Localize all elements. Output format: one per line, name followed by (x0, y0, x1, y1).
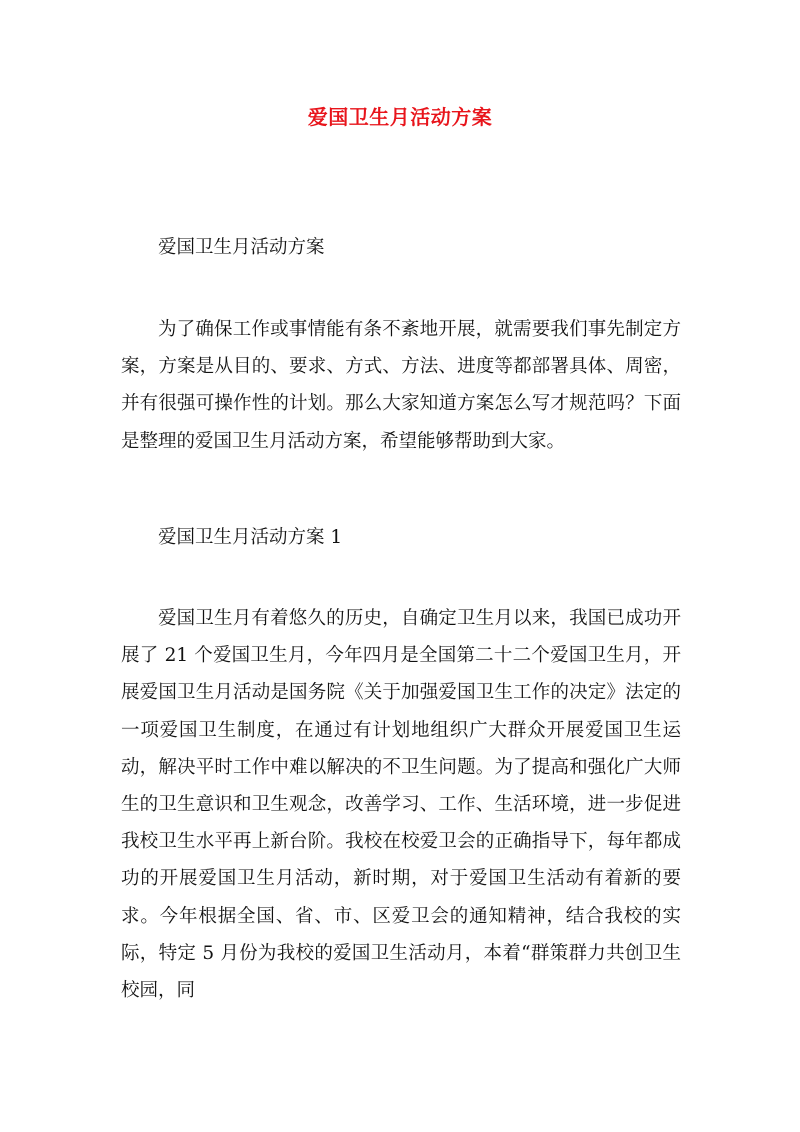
section-1-paragraph: 爱国卫生月有着悠久的历史，自确定卫生月以来，我国已成功开展了 21 个爱国卫生月，今年四月是全国第二十二个爱国卫生月，开展爱国卫生月活动是国务院《关于加强爱国卫生工作的决定》法定的一项爱国卫生制度，在通过有计划地组织广大群众开展爱国卫生运动，解决平时工作中难以解决的不卫生问题。为了提高和强化广大师生的卫生意识和卫生观念，改善学习、工作、生活环境，进一步促进我校卫生水平再上新台阶。我校在校爱卫会的正确指导下，每年都成功的开展爱国卫生月活动，新时期，对于爱国卫生活动有着新的要求。今年根据全国、省、市、区爱卫会的通知精神，结合我校的实际，特定 5 月份为我校的爱国卫生活动月，本着“群策群力共创卫生校园，同 (121, 608, 681, 1002)
document-subtitle: 爱国卫生月活动方案 (158, 237, 325, 258)
intro-paragraph: 为了确保工作或事情能有条不紊地开展，就需要我们事先制定方案，方案是从目的、要求、方式、方法、进度等都部署具体、周密，并有很强可操作性的计划。那么大家知道方案怎么写才规范吗？下面是整理的爱国卫生月活动方案，希望能够帮助到大家。 (121, 319, 681, 452)
section-heading-1: 爱国卫生月活动方案 1 (158, 527, 343, 548)
document-title: 爱国卫生月活动方案 (307, 105, 493, 129)
